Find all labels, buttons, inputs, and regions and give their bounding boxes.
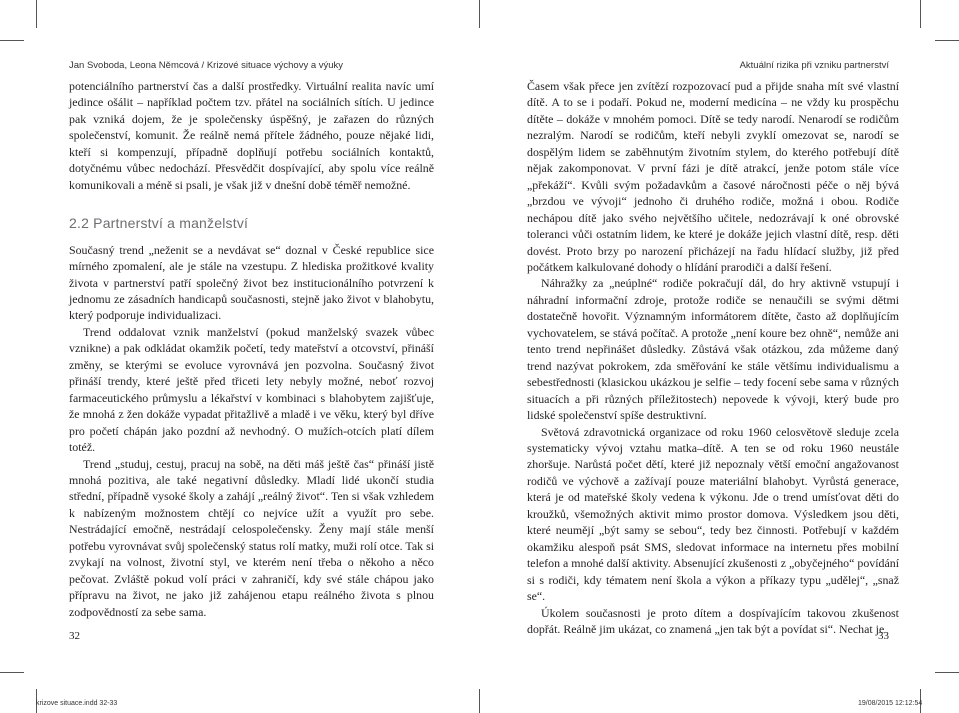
paragraph: Současný trend „neženit se a nevdávat se“ doznal v České republice sice mírného zpomalení, ale je stále na vzestupu. Z hlediska prožitkové kvality života v partnerství patří společný život bez institucionálního potvrzení k jednomu ze zásadních handicapů současnosti, stejně jako život v blahobytu, který podporuje individualizaci. [69,242,434,323]
paragraph: Trend „studuj, cestuj, pracuj na sobě, na děti máš ještě čas“ přináší jistě mnohá pozitiva, ale také negativní důsledky. Mladí lidé ukončí studia střední, případně vysoké školy a zahájí „reálný život“. Ten si však vzhledem k nabízeným možnostem chtějí co nejvíce užít a využít pro sebe. Nestrádající emočně, nestrádají celospolečensky. Ženy mají stále menší potřebu vyrovnávat svůj společenský status rolí matky, muži rolí otce. Tak si zvykají na volnost, životní styl, ve kterém není třeba o někoho a něco pečovat. Zvláště pokud volí práci v zahraničí, kdy své stále chápou jako přípravu na život, ne jako již zahájenou etapu reálného života s plnou zodpovědností za sebe sama. [69,456,434,619]
right-page [480,0,959,713]
section-heading: 2.2 Partnerství a manželství [69,215,249,232]
paragraph: Časem však přece jen zvítězí rozpozovací pud a přijde snaha mít své vlastní dítě. A to se i podaří. Pokud ne, moderní medicína – ne vždy ku prospěchu dítěte – dokáže v mnohém pomoci. Dítě se tedy narodí. Nenarodí se rodičům nezralým. Narodí se rodičům, kteří nebyli zvyklí omezovat se, narodí se dospělým lidem se zaběhnutým životním stylem, do kterého potřebují dítě nějak zakomponovat. V první fázi je dítě atrakcí, jenže potom stále více „překáží“. Kvůli svým požadavkům a časové náročnosti péče o něj bývá „brzdou ve vývoji“ jednoho či druhého rodiče, možná i obou. Rodiče nechápou dítě jako svého největšího učitele, nedozrávají k oné obrovské toleranci vůči ostatním lidem, ke které je dokáže jejich vlastní dítě, resp. děti dovést. Proto brzy po narození přicházejí na řadu hlídací služby, již před počátkem kalkulované dohody o hlídání prarodiči a další řešení. [527,79,899,274]
body-text [69,78,434,620]
page-number: 32 [69,630,80,642]
paragraph: potenciálního partnerství čas a další prostředky. Virtuální realita navíc umí jedince ošálit – například počtem tzv. přátel na sociálních sítích. U jedince pak vzniká dojem, že je společensky úspěšný, je zařazen do různých společenství, komunit. Že reálně nemá přítele žádného, pouze nějaké lidi, kteří si kompenzují, případně doplňují potřebu sociálních kontaktů, dotyčnému vůbec nedochází. Přesvědčit dospívající, aby spolu více reálně komunikovali a méně si psali, je však již v dnešní době téměř nemožné. [69,79,434,192]
slug-timestamp: 19/08/2015 12:12:54 [858,700,923,707]
page-number: 33 [878,630,889,642]
paragraph: Světová zdravotnická organizace od roku 1960 celosvětově sleduje zcela systematicky vývoj vztahu matka–dítě. A ten se od roku 1960 neustále zhoršuje. Narůstá počet dětí, které již nepoznaly větší emoční angažovanost rodičů ve výchově a zažívají pouze materiální blahobyt. Vyrůstá generace, která je od mateřské školy vedena k výkonu. Jde o trend umísťovat děti do kroužků, všemožných aktivit mimo prostor domova. Výsledkem jsou děti, které neumějí „být samy se sebou“, tedy bez činnosti. Potřebují v každém okamžiku alespoň psát SMS, sledovat informace na internetu přes mobilní telefon a mnohé další aktivity. Absenující zkušenosti z „obyčejného“ povídání si s rodiči, kdy tématem není škola a výkon a příkazy typu „udělej“, „snaž se“. [527,424,899,604]
running-head: Aktuální rizika při vzniku partnerství [739,60,889,71]
running-head: Jan Svoboda, Leona Němcová / Krizové situace výchovy a výuky [69,60,344,71]
paragraph: Úkolem současnosti je proto dítem a dospívajícím takovou zkušenost dopřát. Reálně jim ukázat, co znamená „jen tak být a povídat si“. Nechat je [527,605,899,636]
paragraph: Náhražky za „neúplné“ rodiče pokračují dál, do hry aktivně vstupují i náhradní informační zdroje, protože rodiče se nenaučili se svými dětmi dostatečně hovořit. Významným informátorem dítěte, často až doplňujícím vychovatelem, se stává počítač. A protože „není koure bez ohně“, nemůže ani tento trend nepřinášet důsledky. Zůstává však otázkou, zda můžeme daný trend nazývat pokrokem, zda směřování ke stále většímu individualismu a sebestřednosti (klasickou ukázkou je selfie – tedy focení sebe sama v různých situacích a při různých příležitostech) nepovede k vývoji, který bude pro lidské společenství spíše destruktivní. [527,276,899,423]
left-page [0,0,479,713]
paragraph: Trend oddalovat vznik manželství (pokud manželský svazek vůbec vznikne) a pak odkládat okamžik početí, tedy mateřství a otcovství, přináší změny, se kterými se evoluce vyrovnává jen pozvolna. Současný život přináší trendy, které ještě před třiceti lety nebyly možné, neboť rozvoj farmaceutického průmyslu a lékařství v kombinaci s blahobytem zajišťuje, že mnohá z žen dokáže vypadat přitažlivě a mladě i ve věku, který byl dříve pro početí chápán jako pozdní až nevhodný. O mužích-otcích platí dílem totéž. [69,324,434,455]
body-text [527,78,899,637]
slug-filename: krizove situace.indd 32-33 [36,700,118,707]
